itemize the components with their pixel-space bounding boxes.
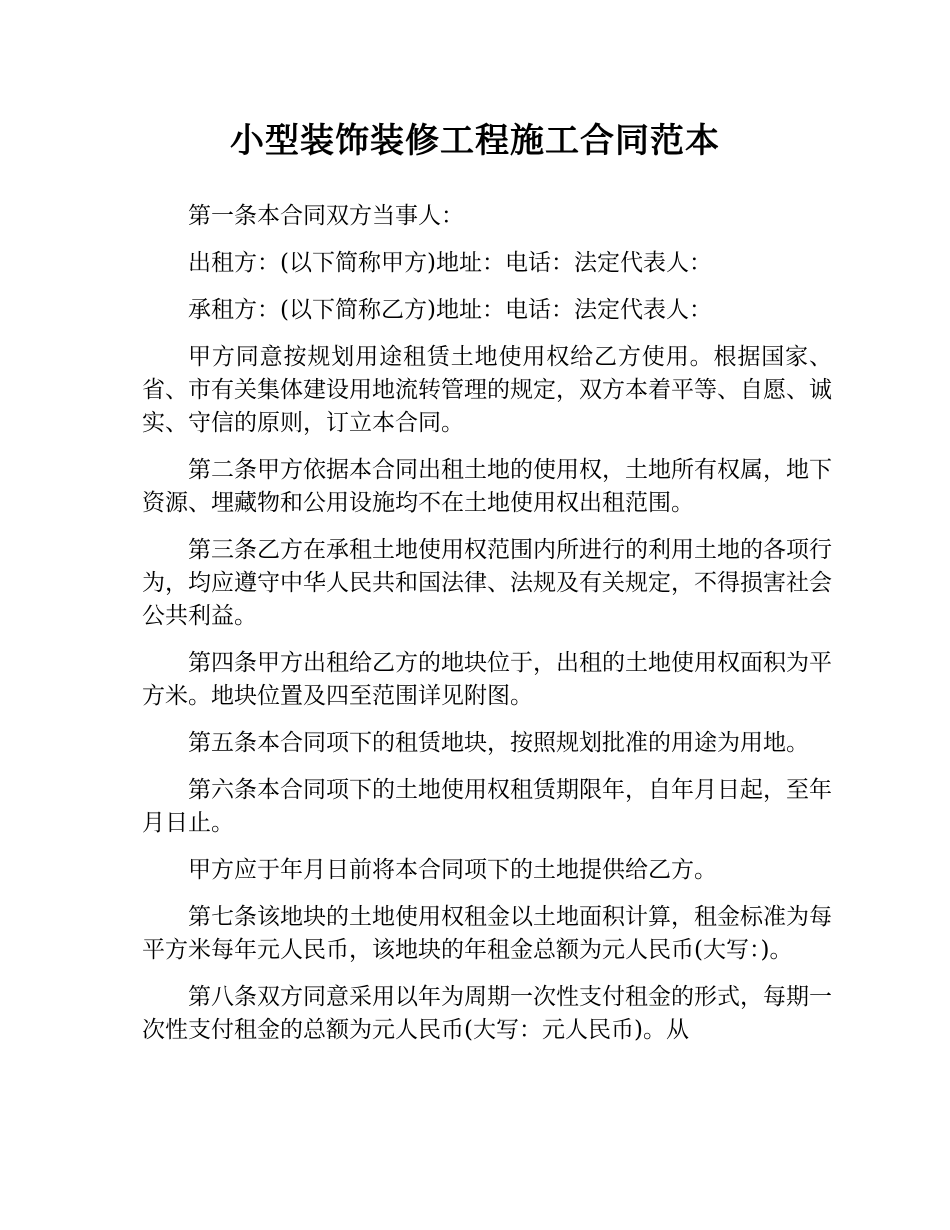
paragraph-article-7: 第七条该地块的土地使用权租金以土地面积计算，租金标准为每平方米每年元人民币，该地块的年租金总额为元人民币(大写：)。 (142, 904, 832, 963)
paragraph-parties-heading: 第一条本合同双方当事人： (188, 203, 464, 229)
paragraph-article-2: 第二条甲方依据本合同出租土地的使用权，土地所有权属，地下资源、埋藏物和公用设施均不在土地使用权出租范围。 (142, 457, 832, 516)
paragraph-article-4: 第四条甲方出租给乙方的地块位于，出租的土地使用权面积为平方米。地块位置及四至范围详见附图。 (142, 650, 832, 709)
paragraph-article-5: 第五条本合同项下的租赁地块，按照规划批准的用途为用地。 (188, 730, 809, 756)
paragraph-lessee: 承租方：(以下简称乙方)地址：电话：法定代表人： (188, 297, 712, 323)
paragraph-preamble: 甲方同意按规划用途租赁土地使用权给乙方使用。根据国家、省、市有关集体建设用地流转管理的规定，双方本着平等、自愿、诚实、守信的原则，订立本合同。 (142, 344, 832, 436)
document-body (142, 200, 832, 1061)
document-title: 小型装饰装修工程施工合同范本 (230, 121, 720, 161)
paragraph-article-6: 第六条本合同项下的土地使用权租赁期限年，自年月日起，至年月日止。 (142, 777, 832, 836)
paragraph-delivery: 甲方应于年月日前将本合同项下的土地提供给乙方。 (188, 857, 717, 883)
paragraph-article-3: 第三条乙方在承租土地使用权范围内所进行的利用土地的各项行为，均应遵守中华人民共和国法律、法规及有关规定，不得损害社会公共利益。 (142, 537, 832, 629)
paragraph-lessor: 出租方：(以下简称甲方)地址：电话：法定代表人： (188, 250, 712, 276)
paragraph-article-8: 第八条双方同意采用以年为周期一次性支付租金的形式，每期一次性支付租金的总额为元人民币(大写：元人民币)。从 (142, 984, 832, 1043)
